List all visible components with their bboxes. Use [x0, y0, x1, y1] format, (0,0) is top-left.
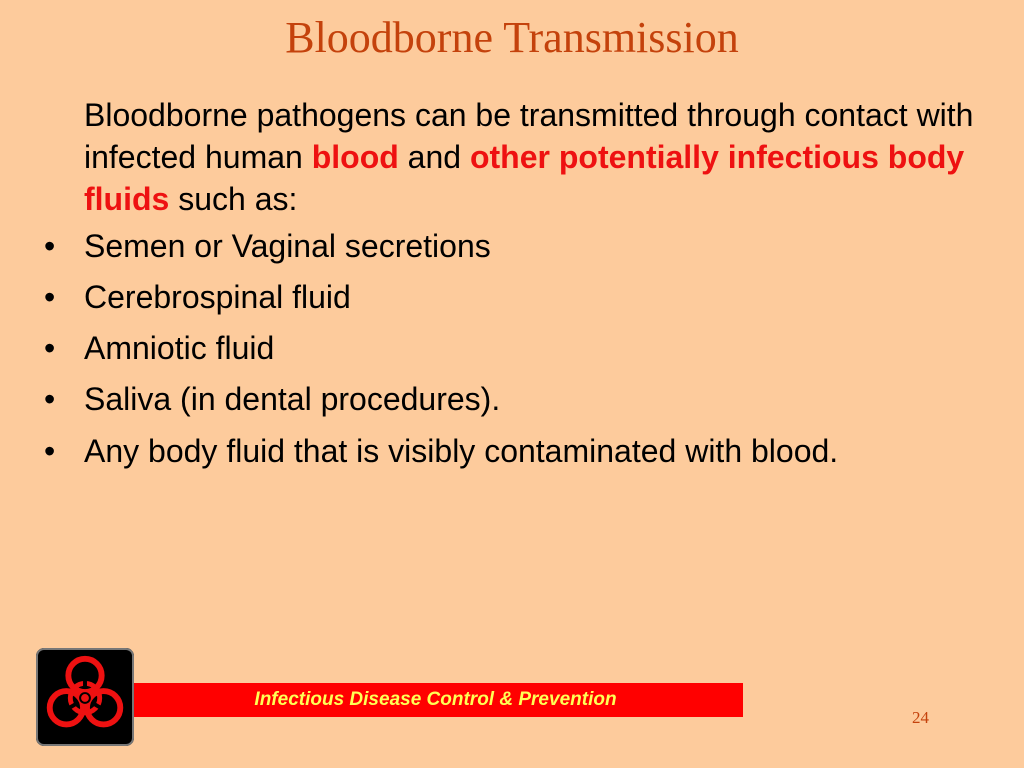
footer-text: Infectious Disease Control & Prevention: [254, 689, 617, 710]
list-item-text: Any body fluid that is visibly contaminated with blood.: [84, 432, 839, 469]
bullet-icon: •: [44, 278, 56, 315]
list-item: [44, 327, 984, 369]
slide-title: Bloodborne Transmission: [285, 13, 739, 62]
bullet-icon: •: [44, 227, 56, 264]
intro-text-part1: Bloodborne pathogens can be transmitted through contact with infected human: [84, 97, 974, 176]
bullet-icon: •: [44, 432, 56, 469]
intro-paragraph: [84, 94, 984, 221]
list-item: [44, 378, 984, 420]
list-item: [44, 225, 984, 267]
list-item-text: Amniotic fluid: [84, 330, 275, 367]
highlight-body-fluids: other potentially infectious body fluids: [84, 139, 965, 218]
list-item-text: Cerebrospinal fluid: [84, 278, 351, 315]
intro-text-part3: such as:: [169, 181, 298, 218]
bullet-icon: •: [44, 381, 56, 418]
biohazard-icon-graphic: [36, 648, 134, 746]
list-item-text: Saliva (in dental procedures).: [84, 381, 501, 418]
bullet-icon: •: [44, 330, 56, 367]
slide-body: [44, 94, 984, 481]
bullet-list: [44, 225, 984, 472]
page-number: 24: [912, 708, 929, 727]
list-item: [44, 276, 984, 318]
highlight-blood: blood: [311, 139, 399, 176]
list-item: [44, 430, 984, 472]
list-item-text: Semen or Vaginal secretions: [84, 227, 491, 264]
biohazard-icon: [36, 648, 134, 746]
intro-text-part2: and: [398, 139, 470, 176]
